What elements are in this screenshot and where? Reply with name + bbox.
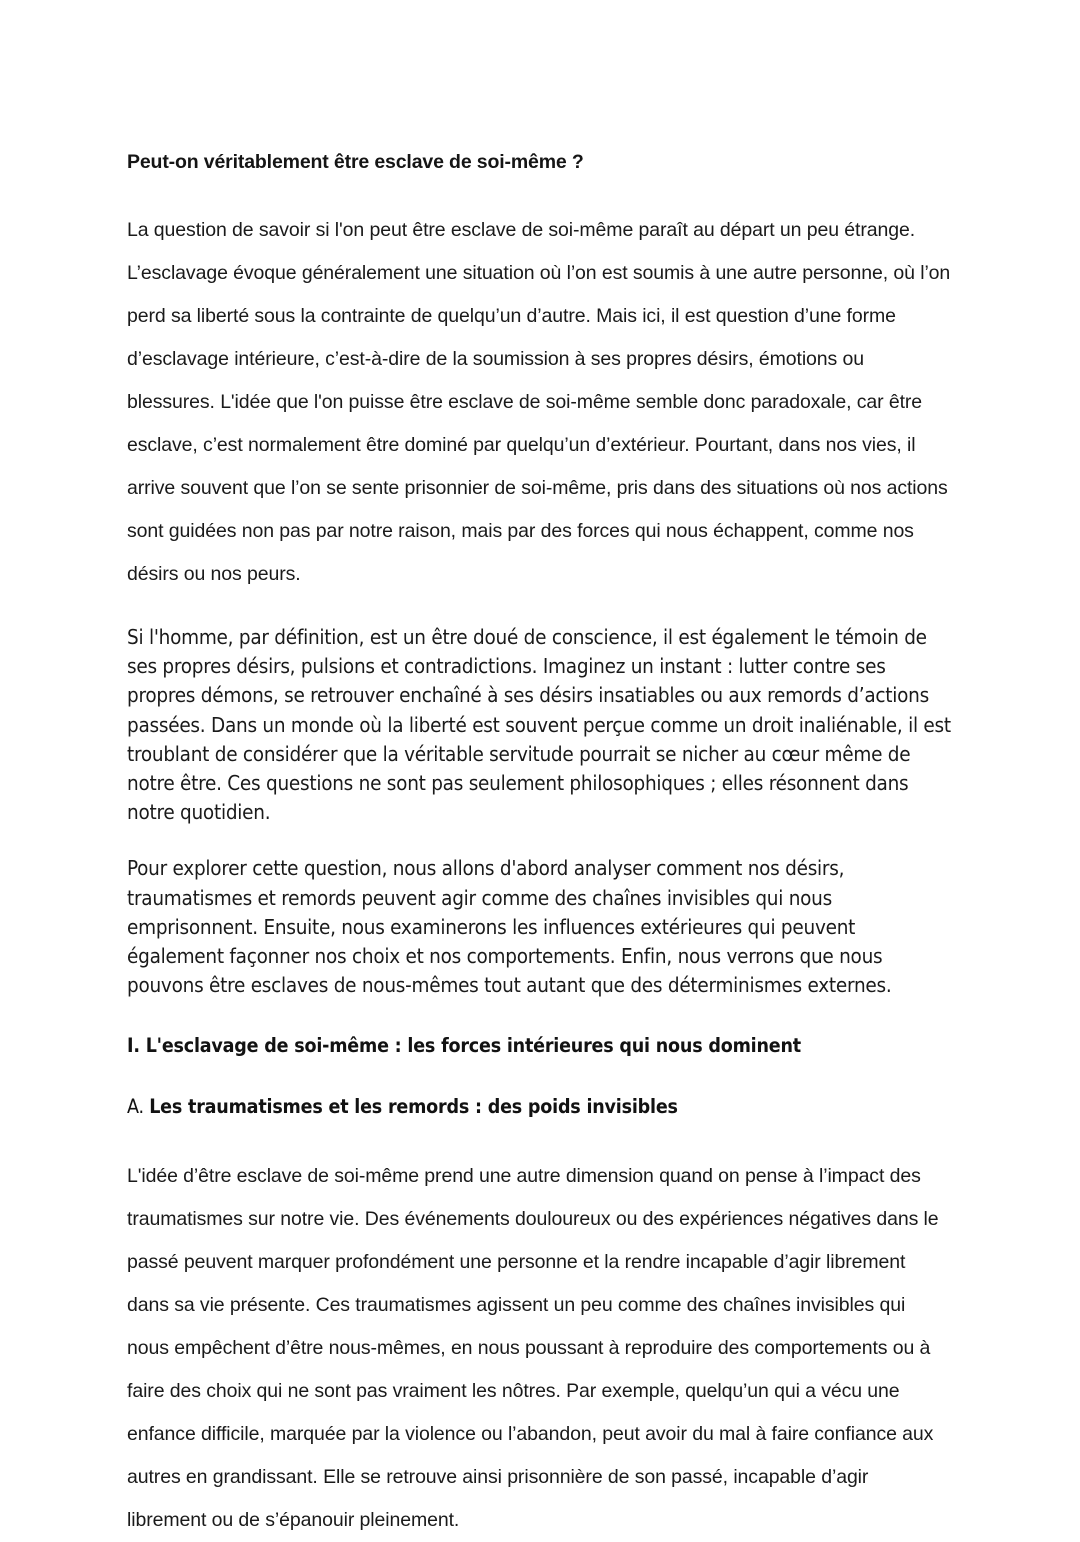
paragraph-trauma: L'idée d’être esclave de soi-même prend une autre dimension quand on pense à l’impact des traumatismes sur notre vie. Des événements douloureux ou des expériences négatives dans le passé peuvent marquer profondément une personne et la rendre incapable d’agir librement dans sa vie présente. Ces traumatismes agissent un peu comme des chaînes invisibles qui nous empêchent d’être nous-mêmes, en nous poussant à reproduire des comportements ou à faire des choix qui ne sont pas vraiment les nôtres. Par exemple, quelqu’un qui a vécu une enfance difficile, marquée par la violence ou l’abandon, peut avoir du mal à faire confiance aux autres en grandissant. Elle se retrouve ainsi prisonnière de son passé, incapable d’agir librement ou de s’épanouir pleinement.	[127, 1165, 939, 1532]
paragraph-plan: Pour explorer cette question, nous allons d'abord analyser comment nos désirs, traumatismes et remords peuvent agir comme des chaînes invisibles qui nous emprisonnent. Ensuite, nous examinerons les influences extérieures qui peuvent également façonner nos choix et nos comportements. Enfin, nous verrons que nous pouvons être esclaves de nous-mêmes tout autant que des déterminismes externes.	[127, 856, 892, 998]
paragraph-intro: La question de savoir si l'on peut être esclave de soi-même paraît au départ un peu étrange. L’esclavage évoque généralement une situation où l’on est soumis à une autre personne, où l’on perd sa liberté sous la contrainte de quelqu’un d’autre. Mais ici, il est question d’une forme d’esclavage intérieure, c’est-à-dire de la soumission à ses propres désirs, émotions ou blessures. L'idée que l'on puisse être esclave de soi-même semble donc paradoxale, car être esclave, c’est normalement être dominé par quelqu’un d’extérieur. Pourtant, dans nos vies, il arrive souvent que l’on se sente prisonnier de soi-même, pris dans des situations où nos actions sont guidées non pas par notre raison, mais par des forces qui nous échappent, comme nos désirs ou nos peurs.	[127, 219, 951, 585]
paragraph-consciousness: Si l'homme, par définition, est un être doué de conscience, il est également le témoin de ses propres désirs, pulsions et contradictions. Imaginez un instant : lutter contre ses propres démons, se retrouver enchaîné à ses désirs insatiables ou aux remords d’actions passées. Dans un monde où la liberté est souvent perçue comme un droit inaliénable, il est troublant de considérer que la véritable servitude pourrait se nicher au cœur même de notre être. Ces questions ne sont pas seulement philosophiques ; elles résonnent dans notre quotidien.	[127, 625, 951, 825]
heading-subsection-a-prefix: A.	[127, 1095, 144, 1119]
heading-section-one: I. L'esclavage de soi-même : les forces intérieures qui nous dominent	[127, 1034, 801, 1058]
paragraph-spacer	[127, 1121, 951, 1155]
document-body	[127, 148, 951, 1542]
heading-spacer	[127, 1000, 951, 1031]
heading-subsection-a-title: Les traumatismes et les remords : des poids invisibles	[149, 1095, 678, 1119]
paragraph-spacer	[127, 596, 951, 623]
heading-subsection-a	[127, 1092, 951, 1121]
page-title: Peut-on véritablement être esclave de soi-même ?	[127, 151, 584, 173]
heading-spacer	[127, 1060, 951, 1092]
paragraph-spacer	[127, 827, 951, 854]
